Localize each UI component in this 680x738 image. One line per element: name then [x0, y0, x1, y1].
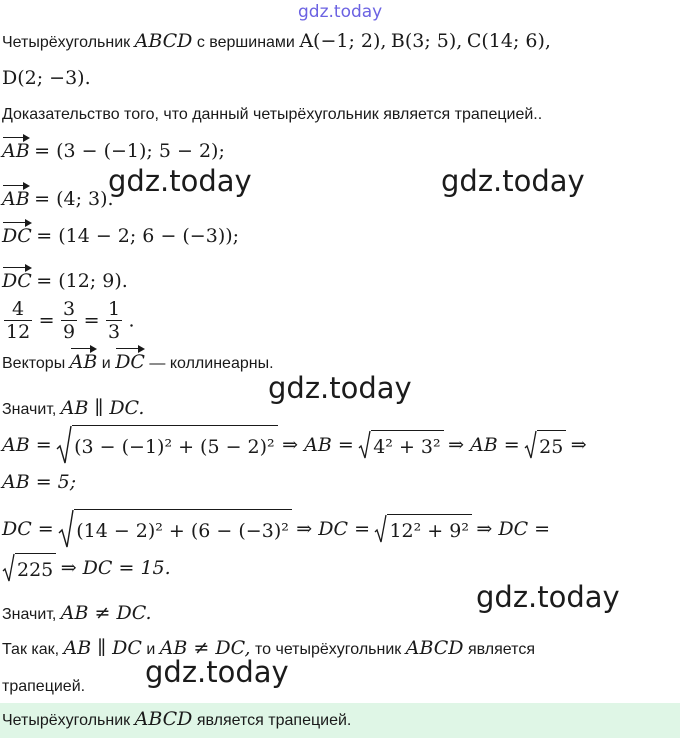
line-vertices [2, 30, 551, 52]
line-parallel [2, 397, 144, 419]
watermark: gdz.today [441, 164, 585, 198]
denominator: 12 [6, 321, 31, 343]
radical-sign-icon [524, 430, 537, 460]
fraction [61, 298, 77, 343]
numerator: 3 [63, 298, 76, 320]
line-vertex-d [2, 67, 91, 89]
equals: = [83, 309, 100, 332]
vector-ab: AB [70, 345, 98, 373]
watermark: gdz.today [108, 164, 252, 198]
math-abcd: ABCD [405, 637, 464, 659]
math-expr: = (12; 9). [36, 270, 128, 292]
text: и [146, 641, 156, 658]
math-expr: AB ∥ DC. [60, 397, 145, 419]
sqrt [58, 509, 292, 549]
text: является [468, 641, 535, 658]
sqrt [56, 425, 278, 465]
sqrt [358, 430, 443, 460]
vertex-a: A(−1; 2), [299, 30, 387, 52]
line-ab-result [2, 471, 76, 493]
text: с вершинами [196, 34, 295, 51]
watermark-top: gdz.today [298, 2, 383, 22]
math-abcd: ABCD [134, 30, 193, 52]
text: трапецией. [2, 678, 86, 695]
vertex-c: C(14; 6), [466, 30, 551, 52]
text: Четырёхугольник [2, 712, 131, 729]
equals: = [38, 309, 55, 332]
radicand: (3 − (−1)² + (5 − 2)² [72, 425, 278, 465]
radicand: (14 − 2)² + (6 − (−3)² [74, 509, 292, 549]
vector-ab: AB [2, 182, 30, 210]
math-expr: AB = 5; [2, 471, 77, 493]
watermark: gdz.today [476, 580, 620, 614]
denominator: 9 [63, 321, 76, 343]
math-expr: AB = [2, 434, 52, 456]
line-fractions [2, 298, 135, 343]
text: является трапецией. [196, 712, 352, 729]
sqrt [524, 430, 566, 460]
text: Доказательство того, что данный четырёхугольник является трапецией.. [2, 106, 543, 123]
line-vec-dc-1 [2, 219, 239, 247]
final-answer-text [2, 708, 351, 730]
final-answer [0, 703, 680, 738]
math-expr: DC = [2, 518, 54, 540]
watermark: gdz.today [145, 655, 289, 689]
math-expr: AB ∥ DC [63, 637, 142, 659]
denominator: 3 [107, 321, 121, 343]
math-expr: = (3 − (−1); 5 − 2); [34, 140, 225, 162]
vertex-d: D(2; −3). [2, 67, 91, 89]
sqrt [374, 514, 472, 544]
math-expr: ⇒ DC = [296, 518, 370, 540]
math-abcd: ABCD [134, 708, 193, 730]
line-dc-length [2, 509, 550, 549]
numerator: 4 [4, 298, 32, 321]
period: . [128, 309, 135, 332]
text: то четырёхугольник [254, 641, 402, 658]
numerator: 1 [107, 298, 121, 320]
line-vec-ab-1 [2, 134, 225, 162]
vector-dc: DC [2, 264, 32, 292]
text: Значит, [2, 401, 57, 418]
math-expr: = (4; 3). [34, 188, 114, 210]
math-expr: = (14 − 2; 6 − (−3)); [36, 225, 240, 247]
sqrt [2, 553, 56, 583]
vector-ab: AB [2, 134, 30, 162]
radical-sign-icon [358, 430, 371, 460]
line-trapezoid [2, 678, 85, 696]
text: Векторы [2, 355, 66, 372]
text: Так как, [2, 641, 60, 658]
radical-sign-icon [58, 509, 74, 549]
vertex-b: B(3; 5), [390, 30, 463, 52]
text: Четырёхугольник [2, 34, 131, 51]
line-vec-ab-2 [2, 182, 114, 210]
text: — коллинеарны. [149, 355, 274, 372]
math-expr: ⇒ AB = [448, 434, 520, 456]
line-collinear [2, 345, 274, 373]
fraction [4, 298, 32, 343]
line-ab-length [2, 425, 587, 465]
line-proof-intro [2, 106, 542, 124]
implies: ⇒ [570, 434, 587, 456]
radical-sign-icon [374, 514, 387, 544]
text: Значит, [2, 606, 57, 623]
math-expr: ⇒ DC = 15. [60, 557, 171, 579]
math-expr: ⇒ AB = [282, 434, 354, 456]
radical-sign-icon [2, 553, 15, 583]
math-expr: ⇒ DC = [476, 518, 551, 540]
vector-dc: DC [115, 345, 145, 373]
radicand: 4² + 3² [371, 430, 443, 460]
math-expr: AB ≠ DC. [60, 602, 152, 624]
vector-dc: DC [2, 219, 32, 247]
line-vec-dc-2 [2, 264, 128, 292]
line-dc-result [2, 553, 171, 583]
text: и [101, 355, 111, 372]
fraction [106, 298, 122, 343]
watermark: gdz.today [268, 371, 412, 405]
math-expr: AB ≠ DC, [159, 637, 251, 659]
radicand: 12² + 9² [387, 514, 472, 544]
radicand: 225 [15, 553, 56, 583]
radical-sign-icon [56, 425, 72, 465]
line-not-equal [2, 602, 152, 624]
radicand: 25 [537, 430, 566, 460]
